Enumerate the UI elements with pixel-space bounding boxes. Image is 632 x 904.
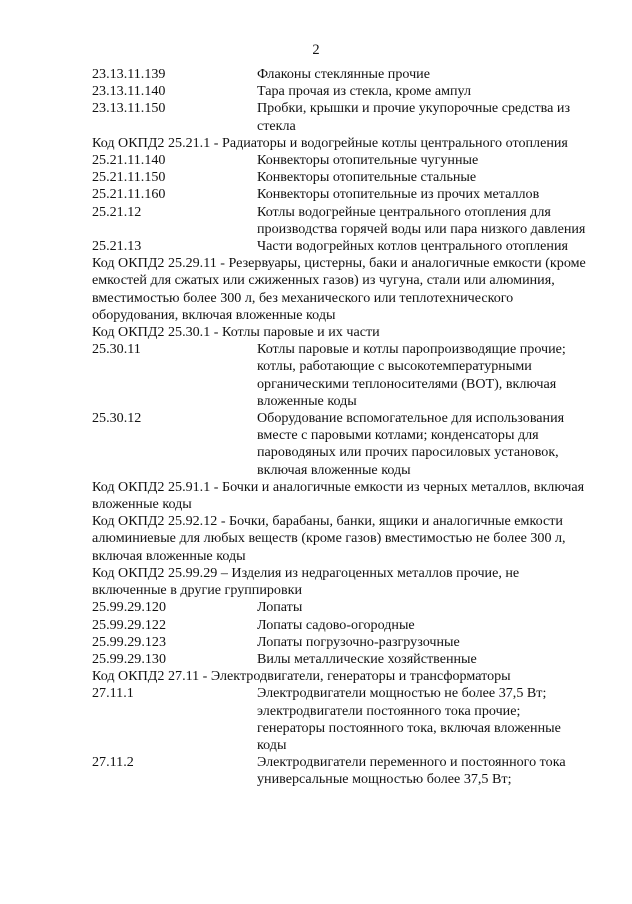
list-item [92,186,588,203]
list-item [92,754,588,788]
list-item [92,238,588,255]
okpd-description: Пробки, крышки и прочие укупорочные средства из стекла [257,100,571,134]
section-heading: Код ОКПД2 25.30.1 - Котлы паровые и их части [92,324,380,341]
okpd-description: Конвекторы отопительные из прочих металлов [257,186,540,203]
list-item [92,651,588,668]
okpd-description: Котлы водогрейные центрального отопления для производства горячей воды или пара низкого давления [257,203,586,237]
okpd-description: Котлы паровые и котлы паропроизводящие прочие; котлы, работающие с высокотемпературными органическими теплоносителями (ВОТ), включая вложенные коды [257,341,566,409]
okpd-code: 25.99.29.120 [92,599,166,616]
okpd-code: 25.21.11.160 [92,186,166,203]
section-heading: Код ОКПД2 25.21.1 - Радиаторы и водогрейные котлы центрального отопления [92,134,568,151]
list-item [92,204,588,238]
section-heading: Код ОКПД2 25.29.11 - Резервуары, цистерны, баки и аналогичные емкости (кроме емкостей для сжатых или сжиженных газов) из чугуна, стали или алюминия, вместимостью более 300 л, без механического или теплотехнического оборудования, включая вложенные коды [92,255,586,323]
okpd-code: 25.30.11 [92,341,141,358]
list-item [92,66,588,83]
list-item [92,617,588,634]
okpd-description: Лопаты погрузочно-разгрузочные [257,633,460,650]
okpd-description: Вилы металлические хозяйственные [257,650,477,667]
list-item [92,685,588,754]
list-item [92,152,588,169]
okpd-code: 25.99.29.130 [92,650,166,667]
okpd-description: Тара прочая из стекла, кроме ампул [257,83,471,100]
okpd-code: 25.21.12 [92,203,142,220]
list-item [92,341,588,410]
okpd-code: 23.13.11.140 [92,83,166,100]
okpd-description: Лопаты садово-огородные [257,616,415,633]
list-item [92,100,588,134]
okpd-code: 23.13.11.150 [92,100,166,117]
okpd-description: Оборудование вспомогательное для использования вместе с паровыми котлами; конденсаторы для пароводяных или прочих паросиловых установок, включая вложенные коды [257,410,565,478]
okpd-code: 25.21.13 [92,238,142,255]
okpd-code: 25.30.12 [92,410,142,427]
okpd-code: 25.21.11.150 [92,169,166,186]
section-heading: Код ОКПД2 25.91.1 - Бочки и аналогичные емкости из черных металлов, включая вложенные коды [92,478,585,513]
okpd-code: 23.13.11.139 [92,66,166,82]
okpd-code: 25.21.11.140 [92,152,166,169]
section-heading: Код ОКПД2 25.99.29 – Изделия из недрагоценных металлов прочие, не включенные в другие группировки [92,564,520,599]
list-item [92,599,588,616]
okpd-code: 25.99.29.122 [92,616,166,633]
okpd-description: Электродвигатели переменного и постоянного тока универсальные мощностью более 37,5 Вт; [257,754,566,788]
okpd-description: Лопаты [257,599,303,616]
okpd-code: 27.11.1 [92,685,134,702]
list-item [92,410,588,479]
okpd-description: Конвекторы отопительные стальные [257,169,477,186]
okpd-code: 27.11.2 [92,754,134,771]
list-item [92,169,588,186]
page-number: 2 [312,42,320,58]
okpd-code: 25.99.29.123 [92,633,166,650]
okpd-description: Конвекторы отопительные чугунные [257,152,479,169]
okpd-description: Флаконы стеклянные прочие [257,66,430,82]
list-item [92,83,588,100]
okpd-description: Электродвигатели мощностью не более 37,5 Вт; электродвигатели постоянного тока прочие; генераторы постоянного тока, включая вложенные коды [257,685,561,753]
document-body [92,66,588,789]
list-item [92,634,588,651]
okpd-description: Части водогрейных котлов центрального отопления [257,238,569,255]
section-heading: Код ОКПД2 25.92.12 - Бочки, барабаны, банки, ящики и аналогичные емкости алюминиевые для любых веществ (кроме газов) вместимостью не более 300 л, включая вложенные коды [92,513,566,564]
section-heading: Код ОКПД2 27.11 - Электродвигатели, генераторы и трансформаторы [92,668,511,685]
